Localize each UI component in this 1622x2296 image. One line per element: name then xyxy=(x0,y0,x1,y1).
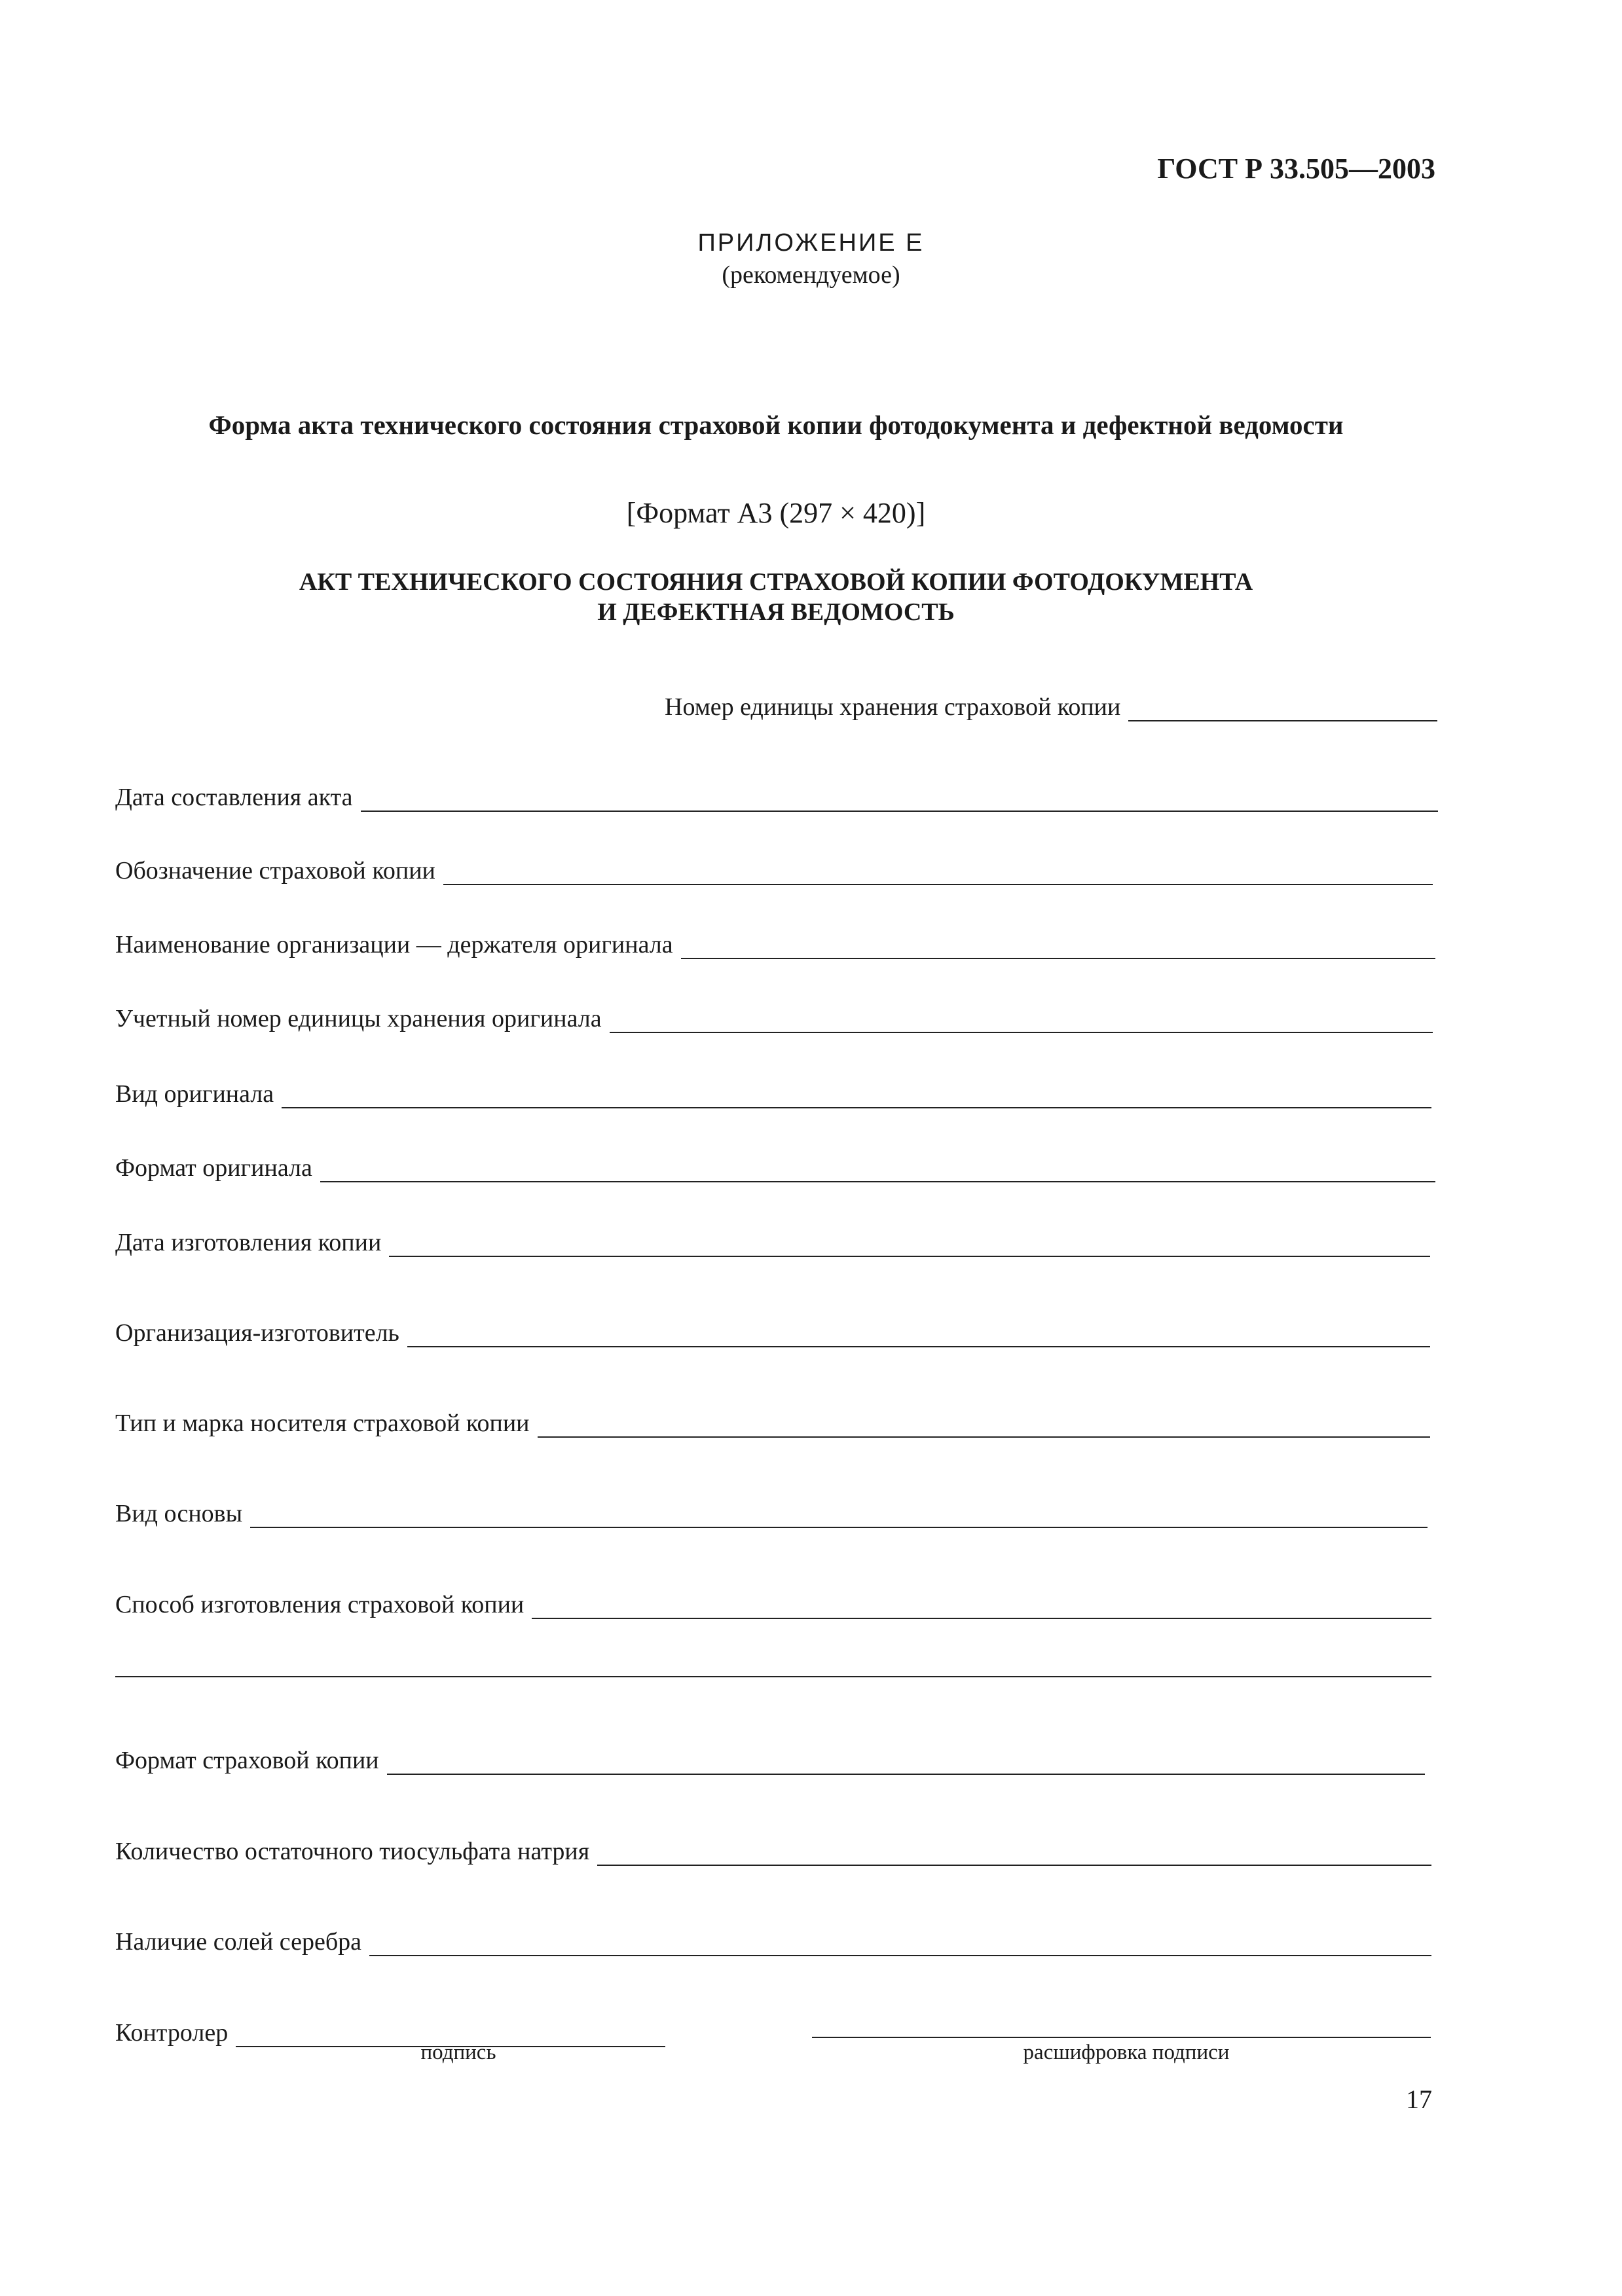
controller-label: Контролер xyxy=(115,2019,229,2047)
base-type-label: Вид основы xyxy=(115,1500,243,1527)
storage-number-input-line[interactable] xyxy=(1128,698,1437,721)
storage-number-label: Номер единицы хранения страховой копии xyxy=(665,693,1121,721)
original-account-number-input-line[interactable] xyxy=(610,1010,1433,1033)
base-type-input-line[interactable] xyxy=(250,1504,1428,1528)
original-type-input-line[interactable] xyxy=(282,1085,1431,1108)
silver-salts-input-line[interactable] xyxy=(369,1933,1431,1956)
copy-designation-input-line[interactable] xyxy=(443,862,1433,885)
copy-date-input-line[interactable] xyxy=(389,1233,1430,1257)
appendix-title: ПРИЛОЖЕНИЕ Е xyxy=(697,229,925,257)
production-method-field[interactable] xyxy=(115,1586,1431,1619)
signature-decoding-line[interactable] xyxy=(812,2035,1431,2038)
original-account-number-label: Учетный номер единицы хранения оригинала xyxy=(115,1005,602,1032)
copy-designation-field[interactable] xyxy=(115,852,1433,885)
silver-salts-field[interactable] xyxy=(115,1923,1431,1956)
signature-caption: подпись xyxy=(420,2041,496,2064)
copy-format-label: Формат страховой копии xyxy=(115,1747,379,1774)
carrier-type-input-line[interactable] xyxy=(538,1414,1431,1438)
original-format-label: Формат оригинала xyxy=(115,1154,312,1182)
carrier-type-field[interactable] xyxy=(115,1405,1430,1438)
copy-date-label: Дата изготовления копии xyxy=(115,1229,382,1256)
appendix-status: (рекомендуемое) xyxy=(722,261,900,289)
manufacturer-field[interactable] xyxy=(115,1315,1430,1347)
thiosulfate-label: Количество остаточного тиосульфата натрия xyxy=(115,1838,590,1865)
act-date-field[interactable] xyxy=(115,779,1438,812)
original-account-number-field[interactable] xyxy=(115,1000,1433,1033)
production-method-input-line[interactable] xyxy=(532,1595,1431,1619)
original-type-field[interactable] xyxy=(115,1076,1431,1108)
manufacturer-label: Организация-изготовитель xyxy=(115,1319,399,1347)
form-title: Форма акта технического состояния страховой копии фотодокумента и дефектной ведомости xyxy=(208,410,1344,440)
copy-format-input-line[interactable] xyxy=(387,1751,1425,1775)
thiosulfate-field[interactable] xyxy=(115,1833,1431,1866)
act-date-input-line[interactable] xyxy=(361,788,1438,812)
act-title xyxy=(0,567,1552,627)
document-code: ГОСТ Р 33.505—2003 xyxy=(1157,153,1435,185)
format-note: [Формат А3 (297 × 420)] xyxy=(626,497,926,529)
thiosulfate-input-line[interactable] xyxy=(597,1842,1431,1866)
production-method-continuation-line[interactable] xyxy=(115,1675,1431,1677)
copy-designation-label: Обозначение страховой копии xyxy=(115,857,435,884)
page-number: 17 xyxy=(1406,2085,1432,2114)
act-date-label: Дата составления акта xyxy=(115,784,353,811)
original-type-label: Вид оригинала xyxy=(115,1080,274,1108)
storage-number-field[interactable] xyxy=(665,689,1437,721)
original-format-input-line[interactable] xyxy=(320,1159,1435,1182)
production-method-label: Способ изготовления страховой копии xyxy=(115,1591,525,1618)
base-type-field[interactable] xyxy=(115,1495,1428,1528)
copy-format-field[interactable] xyxy=(115,1742,1425,1775)
original-format-field[interactable] xyxy=(115,1150,1435,1182)
carrier-type-label: Тип и марка носителя страховой копии xyxy=(115,1410,530,1437)
copy-date-field[interactable] xyxy=(115,1224,1430,1257)
act-title-line-1: АКТ ТЕХНИЧЕСКОГО СОСТОЯНИЯ СТРАХОВОЙ КОПИИ ФОТОДОКУМЕНТА xyxy=(299,568,1253,596)
act-title-line-2: И ДЕФЕКТНАЯ ВЕДОМОСТЬ xyxy=(597,598,955,626)
holder-org-input-line[interactable] xyxy=(681,936,1435,959)
holder-org-label: Наименование организации — держателя оригинала xyxy=(115,931,673,958)
silver-salts-label: Наличие солей серебра xyxy=(115,1928,362,1956)
decoding-caption: расшифровка подписи xyxy=(1023,2041,1230,2064)
holder-org-field[interactable] xyxy=(115,926,1435,959)
manufacturer-input-line[interactable] xyxy=(407,1324,1430,1347)
